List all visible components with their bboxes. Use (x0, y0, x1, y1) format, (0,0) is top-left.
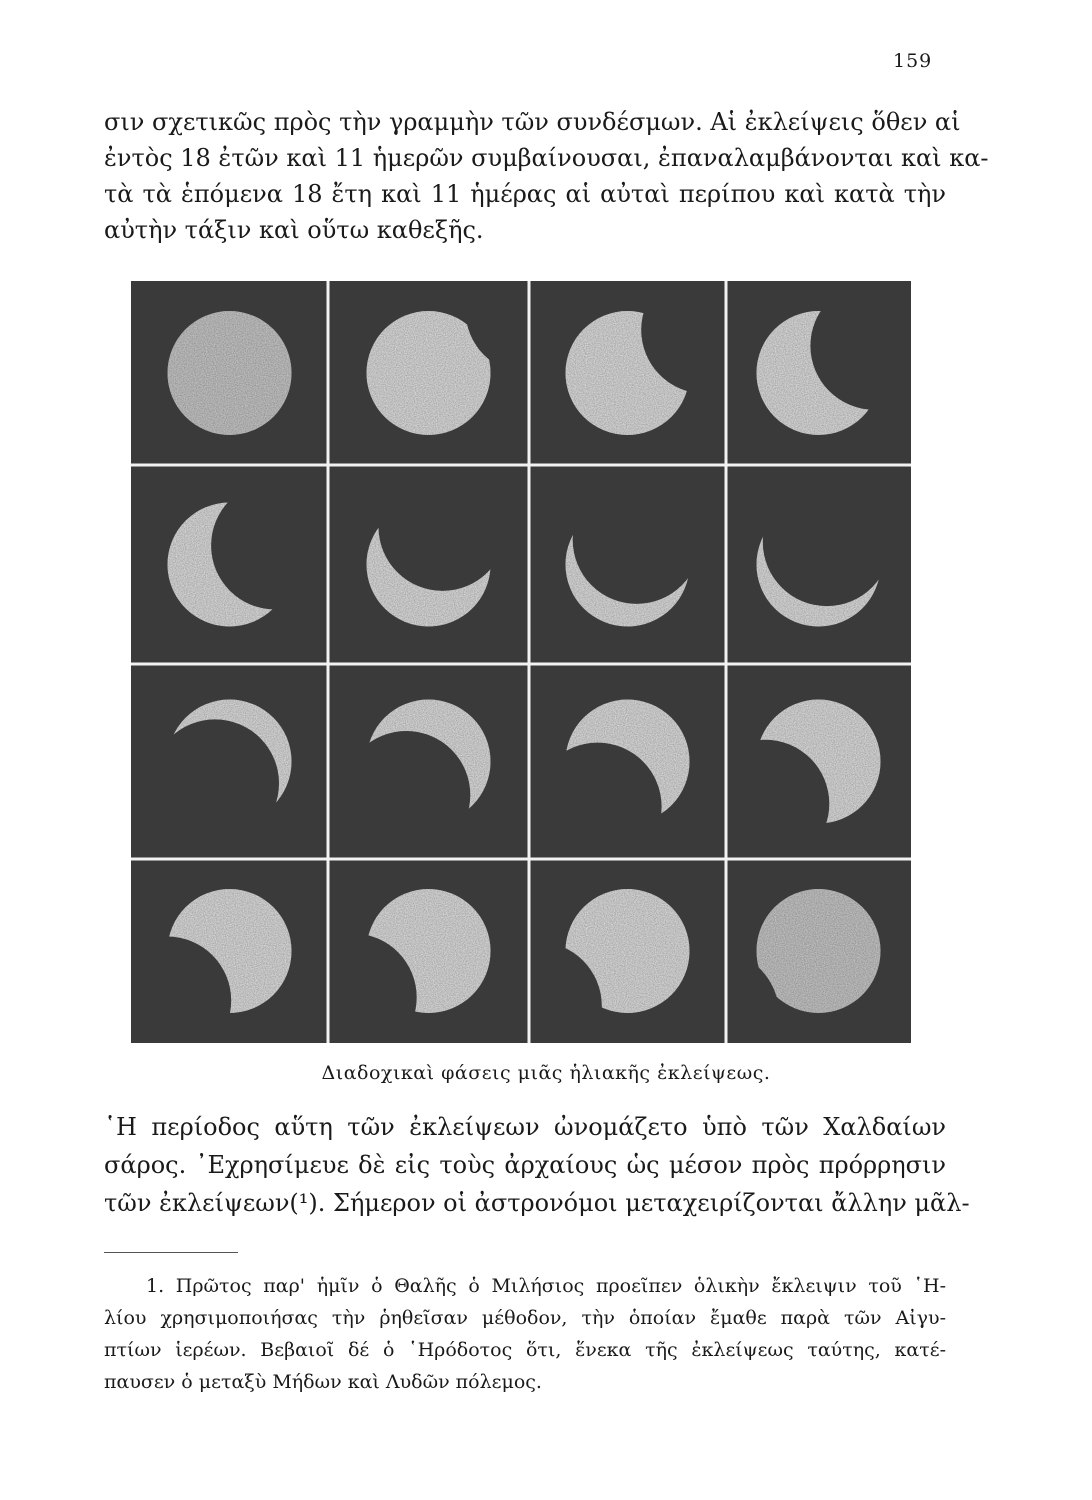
text-line: ἐντὸς 18 ἐτῶν καὶ 11 ἡμερῶν συμβαίνουσαι, ἐπαναλαμβάνονται καὶ κα- (104, 144, 989, 172)
eclipse-phase (168, 311, 292, 435)
sun-disk (566, 503, 690, 627)
main-paragraph (104, 1108, 970, 1222)
sun-disk (168, 700, 292, 824)
eclipse-phases-grid (131, 281, 911, 1043)
eclipse-phase (367, 311, 491, 435)
eclipse-phase (367, 700, 491, 824)
text-line: ῾Η περίοδος αὕτη τῶν ἐκλείψεων ὠνομάζετο ὑπὸ τῶν Χαλδαίων (104, 1113, 946, 1141)
footnote-line: παυσεν ὁ μεταξὺ Μήδων καὶ Λυδῶν πόλεμος. (104, 1371, 542, 1393)
sun-disk (367, 700, 491, 824)
sun-disk (757, 700, 881, 824)
eclipse-phase (757, 311, 881, 435)
figure-caption: Διαδοχικαὶ φάσεις μιᾶς ἡλιακῆς ἐκλείψεως. (321, 1062, 771, 1084)
eclipse-phase (757, 889, 881, 1013)
eclipse-phase (757, 503, 881, 627)
footnote-line: πτίων ἱερέων. Βεβαιοῖ δέ ὁ ῾Ηρόδοτος ὅτι, ἕνεκα τῆς ἐκλείψεως ταύτης, κατέ- (104, 1339, 946, 1361)
eclipse-phase (566, 700, 690, 824)
sun-disk (566, 700, 690, 824)
text-line: σιν σχετικῶς πρὸς τὴν γραμμὴν τῶν συνδέσμων. Αἱ ἐκλείψεις ὅθεν αἱ (104, 108, 961, 136)
eclipse-phase (566, 889, 690, 1013)
sun-disk (367, 311, 491, 435)
sun-disk (757, 311, 881, 435)
footnote-divider (104, 1252, 238, 1253)
text-line: σάρος. ᾿Εχρησίμευε δὲ εἰς τοὺς ἀρχαίους ὡς μέσον πρὸς πρόρρησιν (104, 1151, 946, 1179)
sun-disk (757, 889, 881, 1013)
eclipse-phases-figure (131, 281, 911, 1043)
sun-disk (168, 889, 292, 1013)
eclipse-phase (367, 503, 491, 627)
page-number: 159 (893, 50, 933, 72)
footnote-line: 1. Πρῶτος παρ' ἡμῖν ὁ Θαλῆς ὁ Μιλήσιος προεῖπεν ὁλικὴν ἔκλειψιν τοῦ ῾Η- (146, 1275, 946, 1297)
sun-disk (566, 889, 690, 1013)
sun-disk (168, 311, 292, 435)
text-line: τῶν ἐκλείψεων(¹). Σήμερον οἱ ἀστρονόμοι μεταχειρίζονται ἄλλην μᾶλ- (104, 1189, 970, 1217)
sun-disk (367, 503, 491, 627)
text-line: τὰ τὰ ἑπόμενα 18 ἔτη καὶ 11 ἡμέρας αἱ αὐταὶ περίπου καὶ κατὰ τὴν (104, 180, 946, 208)
eclipse-phase (367, 889, 491, 1013)
eclipse-phase (757, 700, 881, 824)
intro-paragraph (104, 104, 989, 248)
footnote (104, 1270, 946, 1398)
sun-disk (168, 503, 292, 627)
sun-disk (566, 311, 690, 435)
eclipse-phase (566, 311, 690, 435)
eclipse-phase (168, 889, 292, 1013)
sun-disk (757, 503, 881, 627)
text-line: αὐτὴν τάξιν καὶ οὕτω καθεξῆς. (104, 216, 484, 244)
footnote-line: λίου χρησιμοποιήσας τὴν ῥηθεῖσαν μέθοδον, τὴν ὁποίαν ἔμαθε παρὰ τῶν Αἰγυ- (104, 1307, 946, 1329)
eclipse-phase (168, 700, 292, 824)
sun-disk (367, 889, 491, 1013)
eclipse-phase (168, 503, 292, 627)
eclipse-phase (566, 503, 690, 627)
